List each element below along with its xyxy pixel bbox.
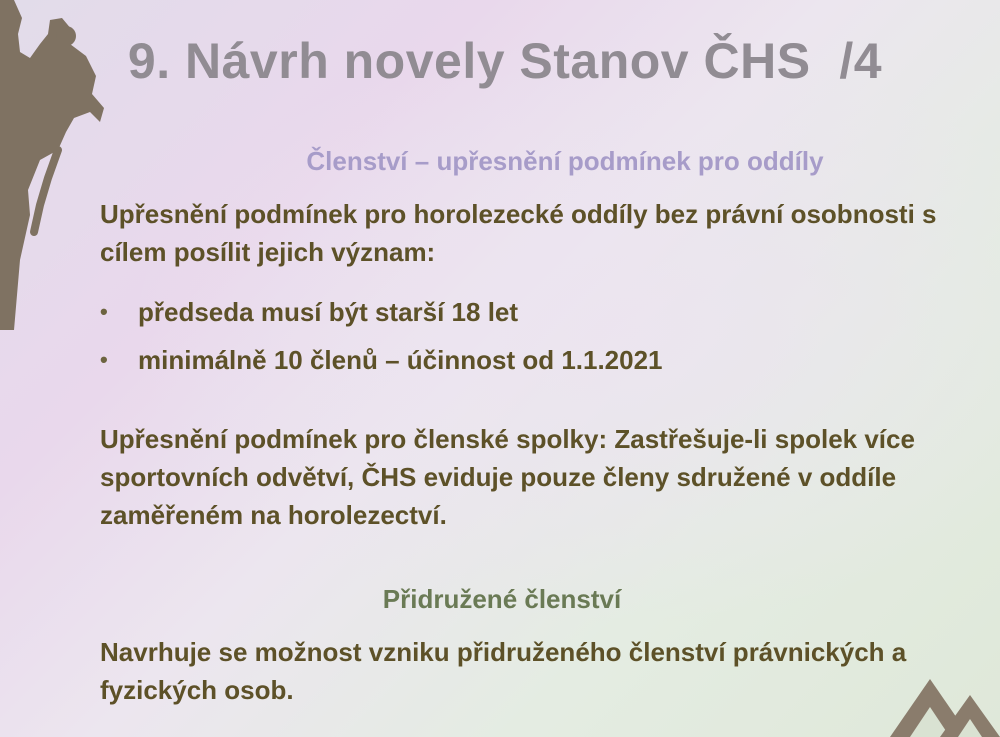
paragraph-member-associations: Upřesnění podmínek pro členské spolky: Zastřešuje-li spolek více sportovních odvětví, ČHS eviduje pouze členy sdružené v oddíle zaměřeném na horolezectví. bbox=[100, 424, 915, 530]
bullet-icon: • bbox=[100, 299, 108, 324]
paragraph-club-conditions: Upřesnění podmínek pro horolezecké oddíly bez právní osobnosti s cílem posílit jejich význam: bbox=[100, 199, 937, 267]
mountain-logo-icon bbox=[880, 667, 1000, 737]
list-item bbox=[100, 288, 663, 336]
section-heading-associate-membership: Přidružené členství bbox=[382, 584, 622, 614]
list-item bbox=[100, 336, 663, 384]
section-heading-membership: Členství – upřesnění podmínek pro oddíly bbox=[306, 146, 824, 176]
list-item-text: minimálně 10 členů – účinnost od 1.1.2021 bbox=[138, 345, 663, 375]
paragraph-associate-proposal: Navrhuje se možnost vzniku přidruženého členství právnických a fyzických osob. bbox=[100, 637, 907, 705]
list-item-text: předseda musí být starší 18 let bbox=[138, 297, 519, 327]
bullet-list bbox=[100, 288, 663, 384]
bullet-icon: • bbox=[100, 347, 108, 372]
slide-title: 9. Návrh novely Stanov ČHS /4 bbox=[127, 33, 883, 89]
